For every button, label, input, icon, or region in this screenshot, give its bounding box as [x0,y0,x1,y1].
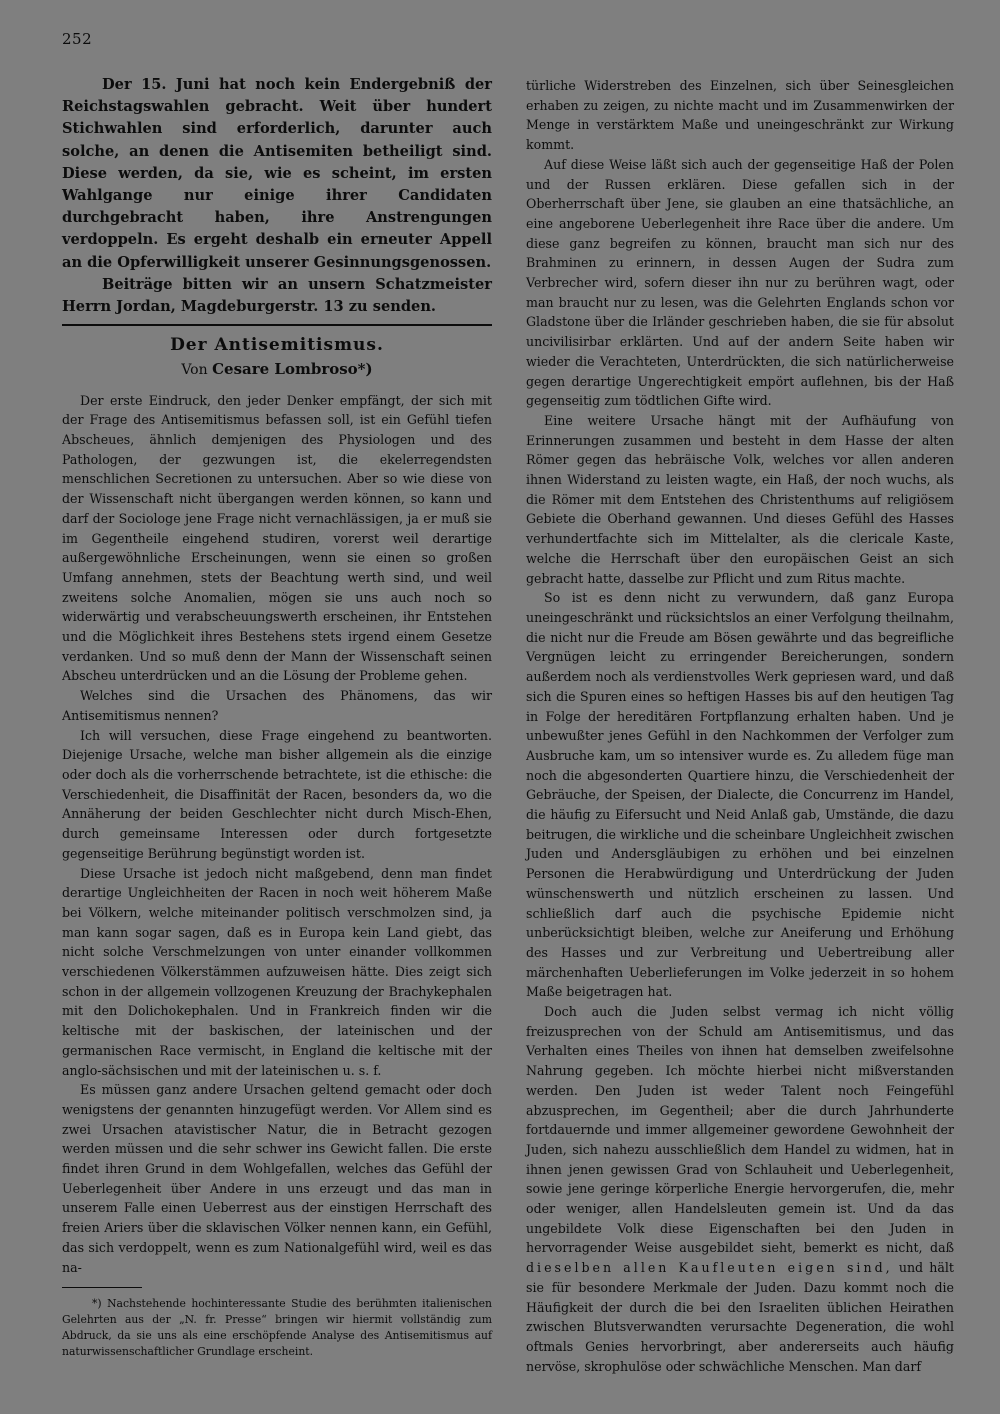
article-byline [62,360,492,381]
notice-paragraph: Der 15. Juni hat noch kein Endergebniß der Reichstagswahlen gebracht. Weit über hundert Stichwahlen sind erforderlich, darunter auch solche, an denen die Antisemiten betheiligt sind. Diese werden, da sie, wie es scheint, im ersten Wahlgange nur einige ihrer Candidaten durchgebracht haben, ihre Anstrengungen verdoppeln. Es ergeht deshalb ein erneuter Appell an die Opferwilligkeit unserer Gesinnungsgenossen. [62,76,492,271]
paragraph-text: Doch auch die Juden selbst vermag ich nicht völlig freizusprechen von der Schuld am Antisemitismus, und das Verhalten eines Theiles von ihnen hat demselben zweifelsohne Nahrung gegeben. Ich möchte hierbei nicht mißverstanden werden. Den Juden ist weder Talent noch Feingefühl abzusprechen, im Gegentheil; aber die durch Jahrhunderte fortdauernde und immer allgemeiner gewordene Gewohnheit der Juden, sich nahezu ausschließlich dem Handel zu widmen, hat in ihnen jenen gewissen Grad von Schlauheit und Ueberlegenheit, sowie jene geringe körperliche Energie hervorgerufen, die, mehr oder weniger, allen Handelsleuten gemein ist. Und da das ungebildete Volk diese Eigenschaften bei den Juden in hervorragender Weise ausgebildet sieht, bemerkt es nicht, daß [526,1004,954,1256]
page-number: 252 [62,30,93,48]
article-paragraph: Ich will versuchen, diese Frage eingehend zu beantworten. Diejenige Ursache, welche man bisher allgemein als die einzige oder doch als die vorherrschende betrachtete, ist die ethische: die Verschiedenheit, die Disaffinität der Racen, besonders da, wo die Annäherung der beiden Geschlechter nicht durch Misch-Ehen, durch gemeinsame Interessen oder durch fortgesetzte gegenseitige Berührung begünstigt worden ist. [62,727,492,861]
section-divider [62,324,492,326]
left-column [62,74,492,1360]
article-paragraph: Der erste Eindruck, den jeder Denker empfängt, der sich mit der Frage des Antisemitismus befassen soll, ist ein Gefühl tiefen Abscheues, ähnlich demjenigen des Physiologen und des Pathologen, der gezwungen ist, die ekelerregendsten menschlichen Secretionen zu untersuchen. Aber so wie diese von der Wissenschaft nicht übergangen werden können, so kann und darf der Sociologe jene Frage nicht vernachlässigen, ja er muß sie im Gegentheile eingehend studiren, vorerst weil derartige außergewöhnliche Erscheinungen, wenn sie einen so großen Umfang annehmen, stets der Beachtung werth sind, und weil zweitens solche Anomalien, mögen sie uns auch noch so widerwärtig und verabscheuungswerth erscheinen, ihr Entstehen und die Möglichkeit ihres Bestehens stets irgend einem Gesetze verdanken. Und so muß denn der Mann der Wissenschaft seinen Abscheu unterdrücken und an die Lösung der Probleme gehen. [62,392,492,684]
footnote-text: *) Nachstehende hochinteressante Studie des berühmten italienischen Gelehrten aus der „N. fr. Presse“ bringen wir hiermit vollständig zum Abdruck, da sie uns als eine erschöpfende Analyse des Antisemitismus auf naturwissenschaftlicher Grundlage erscheint. [62,1297,492,1359]
footnote [62,1296,492,1360]
article-paragraph: Welches sind die Ursachen des Phänomens, das wir Antisemitismus nennen? [62,688,492,723]
article-paragraph: Eine weitere Ursache hängt mit der Aufhäufung von Erinnerungen zusammen und besteht in dem Hasse der alten Römer gegen das hebräische Volk, welches vor allen anderen ihnen Widerstand zu leisten wagte, ein Haß, der noch wuchs, als die Römer mit dem Entstehen des Christenthums auf religiösem Gebiete die Oberhand gewannen. Und dieses Gefühl des Hasses verhundertfachte sich im Mittelalter, als die clericale Kaste, welche die Herrschaft über den europäischen Geist an sich gebracht hatte, dasselbe zur Pflicht und zum Ritus machte. [526,412,954,586]
article-paragraph: So ist es denn nicht zu verwundern, daß ganz Europa uneingeschränkt und rücksichtslos an einer Verfolgung theilnahm, die nicht nur die Freude am Bösen gewährte und das begreifliche Vergnügen leicht zu erringender Bereicherungen, sondern außerdem noch als verdienstvolles Werk gepriesen ward, und daß sich die Spuren eines so heftigen Hasses bis auf den heutigen Tag in Folge der hereditären Fortpflanzung erhalten haben. Und je unbewußter jenes Gefühl in den Nachkommen der Verfolger zum Ausbruche kam, um so intensiver wurde es. Zu alledem füge man noch die abgesonderten Quartiere hinzu, die Verschiedenheit der Gebräuche, der Speisen, der Dialecte, die Concurrenz im Handel, die häufig zu Eifersucht und Neid Anlaß gab, Umstände, die dazu beitrugen, die wirkliche und die scheinbare Ungleichheit zwischen Juden und Andersgläubigen zu erhöhen und bei einzelnen Personen die Herabwürdigung und Unterdrückung der Juden wünschenswerth und nützlich erscheinen zu lassen. Und schließlich darf auch die psychische Epidemie nicht unberücksichtigt bleiben, welche zur Aneiferung und Erhöhung des Hasses und zur Verbreitung und Uebertreibung aller märchenhaften Ueberlieferungen im Volke jederzeit in so hohem Maße beigetragen hat. [526,590,954,1000]
emphasized-text: dieselben allen Kaufleuten eigen sind, [526,1260,893,1276]
byline-prefix: Von [181,361,208,378]
article-author: Cesare Lombroso*) [212,359,373,378]
article-paragraph: Diese Ursache ist jedoch nicht maßgebend, denn man findet derartige Ungleichheiten der Racen in noch weit höherem Maße bei Völkern, welche miteinander politisch verschmolzen sind, ja man kann sogar sagen, daß es in Europa kein Land giebt, das nicht solche Verschmelzungen von unter einander vollkommen verschiedenen Völkerstämmen aufzuweisen hätte. Dies zeigt sich schon in der allgemein vollzogenen Kreuzung der Brachykephalen mit den Dolichokephalen. Und in Frankreich finden wir die keltische mit der baskischen, der lateinischen und der germanischen Race vermischt, in England die keltische mit der anglo-sächsischen und mit der lateinischen u. s. f. [62,865,492,1078]
notice-paragraph: Beiträge bitten wir an unsern Schatzmeister Herrn Jordan, Magdeburgerstr. 13 zu senden. [62,275,492,316]
article-paragraph [526,1002,954,1376]
article-paragraph: Es müssen ganz andere Ursachen geltend gemacht oder doch wenigstens der genannten hinzugefügt werden. Vor Allem sind es zwei Ursachen atavistischer Natur, die in Betracht gezogen werden müssen und die sehr schwer ins Gewicht fallen. Die erste findet ihren Grund in dem Wohlgefallen, welches das Gefühl der Ueberlegenheit über Andere in uns erzeugt und das man in unserem Falle einen Ueberrest aus der einstigen Herrschaft des freien Ariers über die sklavischen Völker nennen kann, ein Gefühl, das sich verdoppelt, wenn es zum Nationalgefühl wird, weil es das na- [62,1082,492,1275]
paragraph-text: und hält sie für besondere Merkmale der Juden. Dazu kommt noch die Häufigkeit der durch die bei den Israeliten üblichen Heirathen zwischen Blutsverwandten verursachte Degeneration, die wohl oftmals Genies hervorbringt, aber andererseits auch häufig nervöse, skrophulöse oder schwächliche Menschen. Man darf [526,1260,954,1374]
party-notice [62,74,492,318]
article-title: Der Antisemitismus. [170,335,384,356]
footnote-divider [62,1287,142,1288]
article-paragraph: türliche Widerstreben des Einzelnen, sich über Seinesgleichen erhaben zu zeigen, zu nichte macht und im Zusammenwirken der Menge in verstärktem Maße und uneingeschränkt zur Wirkung kommt. [526,78,954,153]
right-column [526,76,954,1376]
article-paragraph: Auf diese Weise läßt sich auch der gegenseitige Haß der Polen und der Russen erklären. Diese gefallen sich in der Oberherrschaft über Jene, sie glauben an eine thatsächliche, an eine angeborene Ueberlegenheit ihre Race über die andere. Um diese ganz begreifen zu können, braucht man sich nur des Brahminen zu erinnern, in dessen Augen der Sudra zum Verbrecher wird, sofern dieser ihn nur zu berühren wagt, oder man braucht nur zu lesen, was die Gelehrten Englands schon vor Gladstone über die Irländer geschrieben haben, die sie für absolut uncivilisirbar erklärten. Und auf der andern Seite haben wir wieder die Verachteten, Unterdrückten, die sich natürlicherweise gegen derartige Ungerechtigkeit empört auflehnen, bis der Haß gegenseitig zum tödtlichen Gifte wird. [526,156,954,409]
